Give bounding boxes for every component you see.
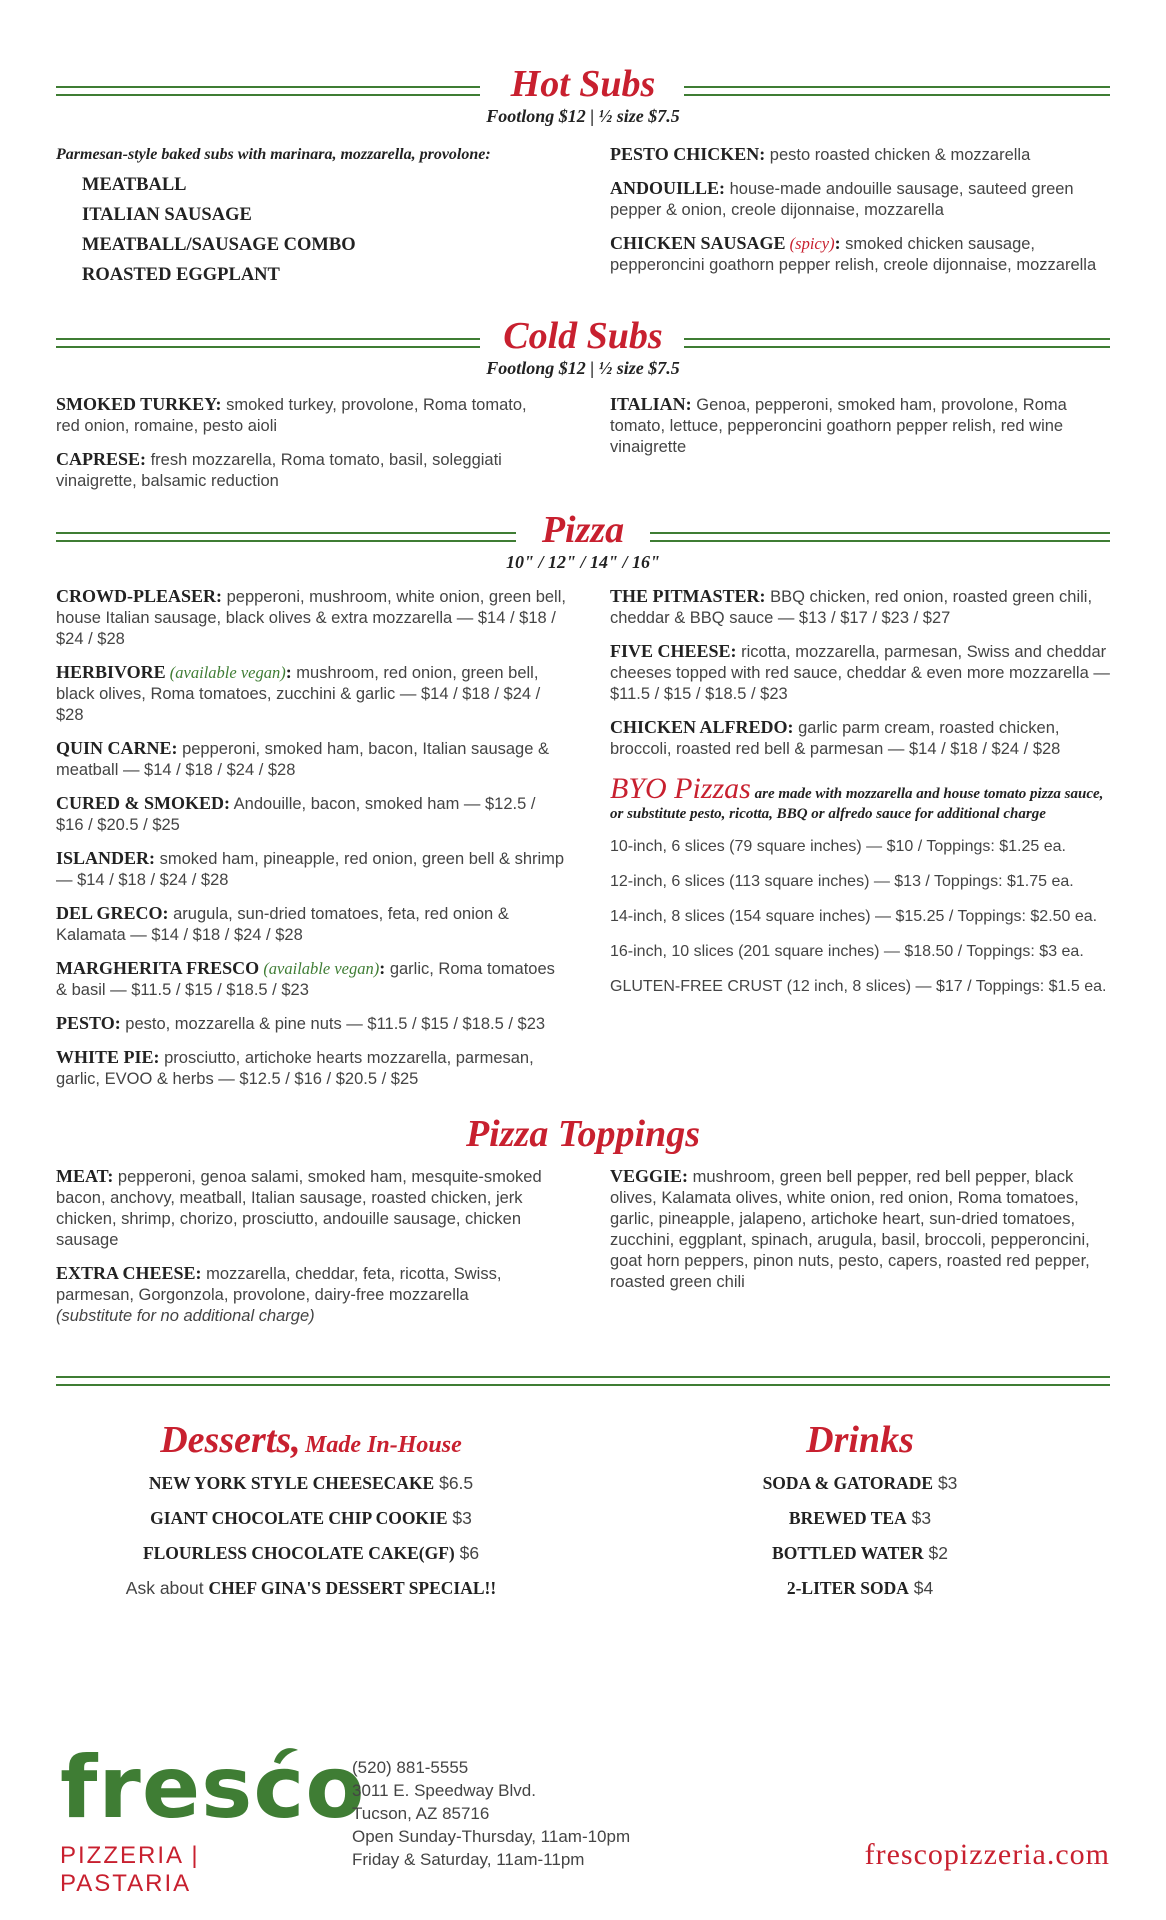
menu-item: ANDOUILLE: house-made andouille sausage, sauteed green pepper & onion, creole dijonnaise, mozzarella [610,178,1074,219]
menu-item: ISLANDER: smoked ham, pineapple, red onion, green bell & shrimp — $14 / $18 / $24 / $28 [56,848,565,889]
byo-intro [610,774,1120,824]
byo-size-line: 16-inch, 10 slices (201 square inches) — $18.50 / Toppings: $3 ea. [610,943,1084,960]
drinks-list [610,1466,1110,1606]
menu-item: MARGHERITA FRESCO (available vegan): garlic, Roma tomatoes & basil — $11.5 / $15 / $18.5 / $23 [56,958,555,999]
section-title: Cold Subs [56,314,1110,358]
menu-item: EXTRA CHEESE: mozzarella, cheddar, feta, ricotta, Swiss, parmesan, Gorgonzola, provolone, dairy-free mozzarella (substitute for no additional charge) [56,1263,502,1325]
desserts-list [56,1466,566,1606]
list-item: BREWED TEA $3 [788,1508,932,1528]
section-title: Hot Subs [56,62,1110,106]
desserts-header [56,1418,566,1462]
menu-item: WHITE PIE: prosciutto, artichoke hearts mozzarella, parmesan, garlic, EVOO & herbs — $12.5 / $16 / $20.5 / $25 [56,1047,534,1088]
menu-item: PESTO: pesto, mozzarella & pine nuts — $11.5 / $15 / $18.5 / $23 [56,1013,546,1033]
section-title: Pizza [56,508,1110,552]
menu-item: HERBIVORE (available vegan): mushroom, red onion, green bell, black olives, Roma tomatoes, zucchini & garlic — $14 / $18 / $24 / $28 [56,662,541,724]
list-item: Ask about CHEF GINA'S DESSERT SPECIAL!! [125,1578,497,1598]
menu-item: CHICKEN ALFREDO: garlic parm cream, roasted chicken, broccoli, roasted red bell & parmesan — $14 / $18 / $24 / $28 [610,717,1061,758]
baked-subs-list [56,170,576,290]
toppings-left [56,1166,556,1339]
website-link[interactable]: frescopizzeria.com [864,1838,1110,1871]
byo-size-line: GLUTEN-FREE CRUST (12 inch, 8 slices) — $17 / Toppings: $1.5 ea. [610,978,1107,995]
cold-subs-left [56,394,546,504]
list-item: FLOURLESS CHOCOLATE CAKE(GF) $6 [142,1543,480,1563]
hot-subs-left [56,146,576,290]
list-item: ITALIAN SAUSAGE [82,205,252,225]
drinks-header [610,1418,1110,1462]
hot-subs-header [56,62,1110,126]
menu-item: CURED & SMOKED: Andouille, bacon, smoked ham — $12.5 / $16 / $20.5 / $25 [56,793,536,834]
menu-item: VEGGIE: mushroom, green bell pepper, red bell pepper, black olives, Kalamata olives, white onion, red onion, Roma tomatoes, garlic, pineapple, jalapeno, artichoke heart, sun-dried tomatoes, zucchini, eggplant, spinach, arugula, basil, broccoli, pepperoncini, goat horn peppers, pinon nuts, pesto, capers, roasted red pepper, roasted green chili [610,1166,1090,1291]
list-item: MEATBALL/SAUSAGE COMBO [82,235,356,255]
menu-item: CAPRESE: fresh mozzarella, Roma tomato, basil, soleggiati vinaigrette, balsamic reduction [56,449,502,490]
menu-item: ITALIAN: Genoa, pepperoni, smoked ham, provolone, Roma tomato, lettuce, pepperoncini goathorn pepper relish, red wine vinaigrette [610,394,1067,456]
list-item: BOTTLED WATER $2 [772,1543,948,1563]
desserts-subtitle: Made In-House [305,1432,462,1458]
pizza-header [56,508,1110,572]
menu-item: PESTO CHICKEN: pesto roasted chicken & mozzarella [610,144,1031,164]
menu-item: QUIN CARNE: pepperoni, smoked ham, bacon, Italian sausage & meatball — $14 / $18 / $24 / $28 [56,738,549,779]
cold-subs-header [56,314,1110,378]
fresco-logo [60,1738,366,1897]
address-line: 3011 E. Speedway Blvd. [352,1781,536,1800]
cold-subs-pricing: Footlong $12 | ½ size $7.5 [486,358,680,378]
desserts-title: Desserts, [160,1419,301,1461]
list-item: ROASTED EGGPLANT [82,265,280,285]
menu-item: SMOKED TURKEY: smoked turkey, provolone, Roma tomato, red onion, romaine, pesto aioli [56,394,527,435]
byo-size-line: 10-inch, 6 slices (79 square inches) — $10 / Toppings: $1.25 ea. [610,838,1066,855]
menu-item: DEL GRECO: arugula, sun-dried tomatoes, feta, red onion & Kalamata — $14 / $18 / $24 / $28 [56,903,509,944]
byo-title: BYO Pizzas [610,772,751,805]
cold-subs-right [610,394,1110,470]
pizza-sizes: 10" / 12" / 14" / 16" [506,552,660,572]
list-item: SODA & GATORADE $3 [762,1473,958,1493]
hot-subs-right [610,144,1110,288]
pizza-left [56,586,566,1102]
byo-size-line: 12-inch, 6 slices (113 square inches) — $13 / Toppings: $1.75 ea. [610,873,1074,890]
menu-item: FIVE CHEESE: ricotta, mozzarella, parmesan, Swiss and cheddar cheeses topped with red sauce, cheddar & even more mozzarella — $11.5 / $15 / $18.5 / $23 [610,641,1110,703]
menu-item: THE PITMASTER: BBQ chicken, red onion, roasted green chili, cheddar & BBQ sauce — $13 / $17 / $23 / $27 [610,586,1093,627]
pizza-right [610,586,1120,1011]
byo-text: are made with mozzarella and house tomato pizza sauce, or substitute pesto, ricotta, BBQ or alfredo sauce for additional charge [610,786,1104,822]
toppings-right [610,1166,1110,1305]
tomato-leaf-icon [270,1744,300,1766]
hot-subs-pricing: Footlong $12 | ½ size $7.5 [486,106,680,126]
hours-line: Friday & Saturday, 11am-11pm [352,1850,585,1869]
toppings-header [56,1112,1110,1156]
list-item: GIANT CHOCOLATE CHIP COOKIE $3 [150,1508,472,1528]
logo-wordmark: fresco [60,1738,366,1838]
menu-item: CROWD-PLEASER: pepperoni, mushroom, white onion, green bell, house Italian sausage, black olives & extra mozzarella — $14 / $18 / $24 / $28 [56,586,566,648]
hot-subs-intro: Parmesan-style baked subs with marinara, mozzarella, provolone: [56,146,491,163]
list-item: MEATBALL [82,175,187,195]
phone-number: (520) 881-5555 [352,1758,469,1777]
menu-item: MEAT: pepperoni, genoa salami, smoked ham, mesquite-smoked bacon, anchovy, meatball, Italian sausage, roasted chicken, jerk chicken, shrimp, chorizo, prosciutto, andouille sausage, chicken sausage [56,1166,542,1249]
hours-line: Open Sunday-Thursday, 11am-10pm [352,1827,631,1846]
address-line: Tucson, AZ 85716 [352,1804,490,1823]
list-item: 2-LITER SODA $4 [786,1578,934,1598]
list-item: NEW YORK STYLE CHEESECAKE $6.5 [148,1473,474,1493]
drinks-title: Drinks [806,1419,914,1461]
divider-line [56,1376,1110,1386]
contact-info [352,1756,630,1871]
menu-item: CHICKEN SAUSAGE (spicy): smoked chicken sausage, pepperoncini goathorn pepper relish, creole dijonnaise, mozzarella [610,233,1097,274]
logo-tagline: PIZZERIA | PASTARIA [60,1842,200,1897]
section-title: Pizza Toppings [465,1113,701,1155]
byo-size-line: 14-inch, 8 slices (154 square inches) — $15.25 / Toppings: $2.50 ea. [610,908,1098,925]
